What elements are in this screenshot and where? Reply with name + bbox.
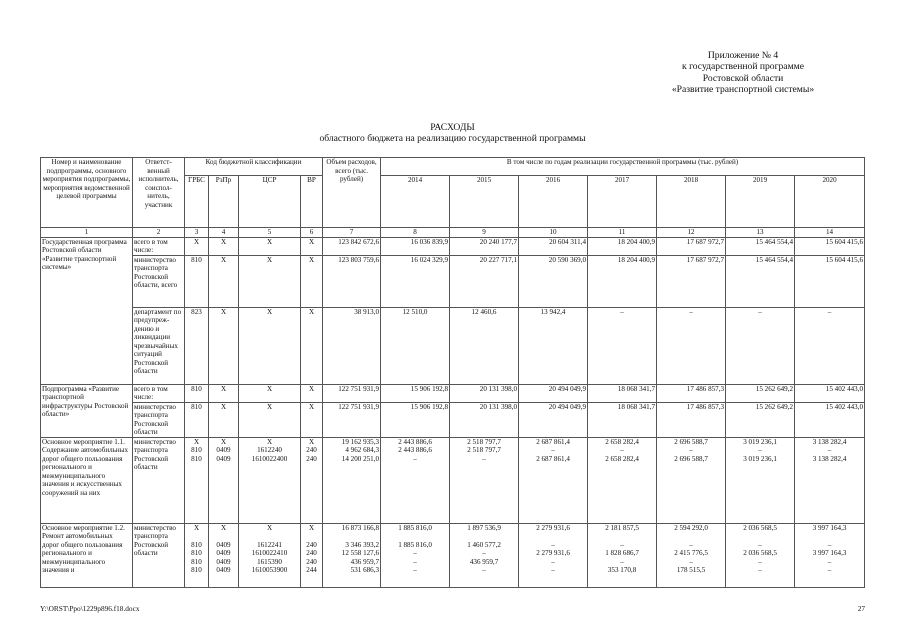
cell-year: 12 460,6 — [450, 307, 519, 384]
cell-rzpr: X — [209, 237, 239, 255]
cell-year: 1 460 577,2 — [467, 540, 501, 549]
cell-year: 20 131 398,0 — [450, 384, 519, 402]
header-year: 2017 — [588, 176, 657, 228]
appendix-line: «Развитие транспортной системы» — [671, 84, 815, 96]
row-executor: всего в том числе: — [133, 237, 185, 255]
cell-year: 20 227 717,1 — [450, 255, 519, 307]
table-row — [41, 307, 865, 384]
cell-year: 3 138 282,4 — [812, 454, 847, 463]
cell-year: 3 019 236,1 — [743, 454, 777, 463]
document-title — [0, 122, 905, 145]
cell-year — [589, 532, 655, 541]
cell-total: 123 803 759,6 — [323, 255, 381, 307]
cell-year: – — [551, 540, 555, 549]
cell-total: 122 751 931,9 — [323, 384, 381, 402]
cell-vr-stack — [301, 437, 323, 523]
column-number: 10 — [519, 228, 588, 238]
cell-vr: X — [301, 255, 323, 307]
cell-rzpr: X — [220, 523, 227, 532]
cell-year: 2 279 931,6 — [536, 549, 570, 557]
cell-csr: 1612240 — [257, 446, 282, 454]
cell-year: – — [827, 557, 832, 566]
cell-vr: 244 — [306, 566, 317, 574]
cell-year-stack — [450, 523, 519, 587]
cell-vr: X — [308, 437, 315, 446]
cell-grbs: 810 — [191, 557, 202, 566]
cell-year: 178 515,5 — [676, 566, 706, 574]
cell-year: 17 486 857,3 — [657, 384, 726, 402]
cell-csr: 1610022410 — [251, 549, 288, 557]
cell-year: 2 443 886,6 — [398, 446, 432, 454]
cell-grbs: 810 — [191, 454, 202, 463]
cell-year: 15 262 649,2 — [726, 402, 795, 437]
cell-year: 2 036 568,5 — [743, 523, 777, 532]
cell-year-stack — [657, 437, 726, 523]
header-vr: ВР — [301, 176, 323, 228]
cell-year: – — [482, 566, 486, 574]
column-numbers-row — [41, 228, 865, 238]
cell-year: 15 906 192,8 — [381, 402, 450, 437]
cell-year: 16 024 329,9 — [381, 255, 450, 307]
cell-year: – — [620, 557, 624, 566]
cell-grbs: X — [193, 437, 200, 446]
cell-year: – — [689, 446, 693, 454]
header-grbs: ГРБС — [185, 176, 209, 228]
row-executor: министерство транспорта Ростовской области — [133, 402, 185, 437]
cell-rzpr-stack — [209, 437, 239, 523]
cell-csr: 1610022400 — [251, 454, 288, 463]
cell-rzpr: X — [209, 307, 239, 384]
cell-csr: X — [239, 255, 301, 307]
cell-rzpr: 0409 — [216, 446, 231, 454]
cell-year: 15 262 649,2 — [726, 384, 795, 402]
title-subtitle: областного бюджета на реализацию государственной программы — [319, 133, 586, 145]
cell-year: 13 942,4 — [519, 307, 588, 384]
cell-year: – — [413, 557, 417, 566]
cell-year-stack — [726, 437, 795, 523]
cell-year: 15 604 415,6 — [795, 237, 865, 255]
cell-grbs: 810 — [191, 566, 202, 574]
cell-year: – — [758, 557, 762, 566]
header-year: 2014 — [381, 176, 450, 228]
cell-grbs-stack — [185, 523, 209, 587]
cell-year: 15 906 192,8 — [381, 384, 450, 402]
cell-year: 20 604 311,4 — [519, 237, 588, 255]
cell-year-stack — [381, 437, 450, 523]
cell-vr: 240 — [306, 454, 317, 463]
cell-year: 3 138 282,4 — [812, 437, 847, 446]
cell-vr — [302, 532, 321, 541]
cell-grbs — [186, 532, 207, 541]
table-row — [41, 237, 865, 255]
cell-total: 3 346 393,2 — [345, 540, 380, 549]
cell-vr: X — [301, 402, 323, 437]
cell-year-stack — [519, 523, 588, 587]
header-year: 2020 — [795, 176, 865, 228]
cell-year: 15 402 443,0 — [795, 402, 865, 437]
cell-year: – — [758, 446, 762, 454]
appendix-line: к государственной программе — [682, 61, 804, 73]
cell-year: 18 068 341,7 — [588, 384, 657, 402]
cell-rzpr-stack — [209, 523, 239, 587]
cell-grbs: 810 — [191, 540, 202, 549]
cell-total: 12 558 127,6 — [341, 549, 380, 557]
cell-year: 2 687 861,4 — [536, 437, 570, 446]
cell-year: 12 510,0 — [381, 307, 450, 384]
cell-csr: X — [239, 307, 301, 384]
cell-year: – — [758, 566, 762, 574]
cell-year: 20 494 049,9 — [519, 402, 588, 437]
cell-year: – — [413, 566, 417, 574]
table-row — [41, 402, 865, 437]
cell-total: 4 962 684,3 — [345, 446, 380, 454]
cell-year: 20 590 369,0 — [519, 255, 588, 307]
cell-grbs: 823 — [185, 307, 209, 384]
cell-year: – — [827, 540, 832, 549]
footer-file-path: Y:\ORST\Ppo\1229p896.f18.docx — [40, 604, 140, 613]
budget-table — [40, 157, 865, 588]
cell-year — [658, 532, 724, 541]
cell-vr: X — [301, 237, 323, 255]
title-main: РАСХОДЫ — [430, 122, 475, 133]
cell-vr: X — [301, 307, 323, 384]
column-number: 7 — [323, 228, 381, 238]
cell-year: – — [551, 566, 555, 574]
cell-year: 1 885 816,0 — [398, 523, 432, 532]
cell-year: 2 696 588,7 — [674, 437, 708, 446]
cell-grbs: 810 — [185, 402, 209, 437]
header-csr: ЦСР — [239, 176, 301, 228]
cell-year: 2 443 886,6 — [398, 437, 432, 446]
cell-grbs: X — [193, 523, 200, 532]
cell-year: – — [413, 454, 417, 463]
cell-year: 20 240 177,7 — [450, 237, 519, 255]
cell-vr: 240 — [306, 540, 317, 549]
cell-year: 1 897 536,9 — [467, 523, 501, 532]
cell-year: 18 204 400,9 — [588, 255, 657, 307]
cell-year: 18 068 341,7 — [588, 402, 657, 437]
cell-csr-stack — [239, 523, 301, 587]
cell-rzpr: 0409 — [216, 557, 231, 566]
cell-rzpr: 0409 — [216, 549, 231, 557]
column-number: 3 — [185, 228, 209, 238]
cell-year: 2 036 568,5 — [743, 549, 777, 557]
header-name: Номер и наименование подпрограммы, основного мероприятия подпрограммы, мероприятия ведомственной целевой программы — [41, 158, 133, 228]
cell-grbs: 810 — [191, 446, 202, 454]
cell-year: 15 464 554,4 — [726, 237, 795, 255]
header-code-group: Код бюджетной классификации — [185, 158, 323, 176]
cell-year: – — [482, 454, 486, 463]
header-volume: Объем расходов, всего (тыс. рублей) — [323, 158, 381, 228]
cell-year: 1 828 686,7 — [605, 549, 639, 557]
cell-total-stack — [323, 437, 381, 523]
cell-year: – — [795, 307, 865, 384]
cell-year: – — [620, 540, 624, 549]
row-executor: министерство транспорта Ростовской области — [133, 523, 185, 587]
appendix-block — [623, 50, 863, 96]
cell-year: 15 402 443,0 — [795, 384, 865, 402]
column-number: 4 — [209, 228, 239, 238]
column-number: 6 — [301, 228, 323, 238]
cell-year: 17 486 857,3 — [657, 402, 726, 437]
cell-vr: X — [308, 523, 315, 532]
cell-year: 17 687 972,7 — [657, 255, 726, 307]
cell-csr-stack — [239, 437, 301, 523]
cell-year-stack — [450, 437, 519, 523]
cell-rzpr: X — [220, 437, 227, 446]
cell-year: – — [551, 557, 555, 566]
cell-year: 15 464 554,4 — [726, 255, 795, 307]
cell-year: – — [689, 557, 693, 566]
cell-year: 2 696 588,7 — [674, 454, 708, 463]
cell-vr: 240 — [306, 549, 317, 557]
cell-rzpr: 0409 — [216, 540, 231, 549]
cell-csr — [240, 532, 299, 541]
cell-year: 2 687 861,4 — [536, 454, 570, 463]
column-number: 8 — [381, 228, 450, 238]
cell-year — [727, 532, 793, 541]
cell-year: 2 518 797,7 — [467, 437, 501, 446]
cell-year: 17 687 972,7 — [657, 237, 726, 255]
cell-year: – — [588, 307, 657, 384]
cell-csr: 1615390 — [257, 557, 282, 566]
cell-rzpr: X — [209, 384, 239, 402]
cell-total: 123 842 672,6 — [323, 237, 381, 255]
cell-total-stack — [323, 523, 381, 587]
row-name: Основное мероприятие 1.1. Содержание автомобильных дорог общего пользования регионального и межмуниципального значения и искусственных сооружений на них — [41, 437, 133, 523]
header-year: 2016 — [519, 176, 588, 228]
row-name: Подпрограмма «Развитие транспортной инфраструктуры Ростовской области» — [41, 384, 133, 437]
appendix-line: Приложение № 4 — [707, 50, 779, 61]
header-year: 2015 — [450, 176, 519, 228]
cell-grbs: 810 — [185, 384, 209, 402]
cell-year: 3 997 164,3 — [812, 523, 847, 532]
cell-year: 20 131 398,0 — [450, 402, 519, 437]
cell-year: – — [482, 549, 486, 557]
row-executor: департамент по предупреж-дению и ликвидации чрезвычайных ситуаций Ростовской области — [133, 307, 185, 384]
cell-year: 2 181 857,5 — [605, 523, 639, 532]
header-year: 2018 — [657, 176, 726, 228]
cell-year: – — [758, 540, 762, 549]
cell-year: 2 658 282,4 — [605, 437, 639, 446]
cell-total: 436 959,7 — [350, 557, 380, 566]
cell-total: 16 873 166,8 — [341, 523, 380, 532]
cell-year: – — [726, 307, 795, 384]
cell-csr: X — [239, 402, 301, 437]
cell-rzpr — [210, 532, 237, 541]
cell-year: 2 594 292,0 — [674, 523, 708, 532]
cell-year: – — [827, 446, 832, 454]
column-number: 14 — [795, 228, 865, 238]
cell-year: 2 415 776,5 — [674, 549, 708, 557]
footer-page-number: 27 — [857, 604, 865, 613]
cell-total: 38 913,0 — [323, 307, 381, 384]
cell-year: – — [689, 540, 693, 549]
row-name: Основное мероприятие 1.2. Ремонт автомобильных дорог общего пользования регионального и межмуниципального значения и — [41, 523, 133, 587]
cell-grbs: X — [185, 237, 209, 255]
header-year: 2019 — [726, 176, 795, 228]
cell-grbs: 810 — [185, 255, 209, 307]
cell-year-stack — [588, 437, 657, 523]
cell-year: 20 494 049,9 — [519, 384, 588, 402]
cell-total — [324, 532, 379, 541]
cell-year-stack — [726, 523, 795, 587]
cell-rzpr: X — [209, 255, 239, 307]
header-rzpr: РзПр — [209, 176, 239, 228]
cell-vr: X — [301, 384, 323, 402]
appendix-line: Ростовской области — [702, 72, 784, 84]
column-number: 13 — [726, 228, 795, 238]
row-executor: министерство транспорта Ростовской области, всего — [133, 255, 185, 307]
cell-rzpr: 0409 — [216, 454, 231, 463]
cell-total: 531 686,3 — [350, 566, 380, 574]
cell-grbs: 810 — [191, 549, 202, 557]
column-number: 1 — [41, 228, 133, 238]
cell-year: 2 279 931,6 — [536, 523, 570, 532]
cell-year: – — [827, 566, 832, 574]
cell-year: 3 019 236,1 — [743, 437, 777, 446]
row-executor: министерство транспорта Ростовской области — [133, 437, 185, 523]
cell-csr: X — [239, 237, 301, 255]
cell-year — [451, 532, 517, 541]
cell-csr: X — [239, 384, 301, 402]
cell-year-stack — [795, 523, 865, 587]
cell-csr: 1610053900 — [251, 566, 288, 574]
header-years-group: В том числе по годам реализации государственной программы (тыс. рублей) — [381, 158, 865, 176]
cell-total: 19 162 935,3 — [341, 437, 380, 446]
row-executor: всего в том числе: — [133, 384, 185, 402]
cell-year: – — [413, 549, 417, 557]
cell-csr: X — [266, 437, 273, 446]
cell-csr: X — [266, 523, 273, 532]
cell-year-stack — [381, 523, 450, 587]
header-executor: Ответст-венный исполнитель, соиспол-нитель, участник — [133, 158, 185, 228]
cell-total: 14 200 251,0 — [341, 454, 380, 463]
cell-year: 353 170,8 — [607, 566, 637, 574]
cell-year: 15 604 415,6 — [795, 255, 865, 307]
cell-year-stack — [795, 437, 865, 523]
cell-vr: 240 — [306, 446, 317, 454]
cell-year: 436 959,7 — [469, 557, 499, 566]
cell-year: 3 997 164,3 — [812, 549, 847, 557]
cell-year-stack — [519, 437, 588, 523]
cell-vr-stack — [301, 523, 323, 587]
cell-total: 122 751 931,9 — [323, 402, 381, 437]
cell-year — [382, 532, 448, 541]
cell-year: – — [620, 446, 624, 454]
cell-vr: 240 — [306, 557, 317, 566]
column-number: 9 — [450, 228, 519, 238]
column-number: 11 — [588, 228, 657, 238]
cell-year: 1 885 816,0 — [398, 540, 432, 549]
column-number: 2 — [133, 228, 185, 238]
cell-year — [796, 532, 863, 541]
cell-year: 2 658 282,4 — [605, 454, 639, 463]
cell-rzpr: 0409 — [216, 566, 231, 574]
cell-csr: 1612241 — [257, 540, 282, 549]
column-number: 12 — [657, 228, 726, 238]
cell-year: – — [657, 307, 726, 384]
cell-year: 18 204 400,9 — [588, 237, 657, 255]
cell-year: 16 036 839,9 — [381, 237, 450, 255]
cell-grbs-stack — [185, 437, 209, 523]
table-row — [41, 255, 865, 307]
column-number: 5 — [239, 228, 301, 238]
cell-year: 2 518 797,7 — [467, 446, 501, 454]
cell-year-stack — [588, 523, 657, 587]
table-row — [41, 523, 865, 587]
cell-rzpr: X — [209, 402, 239, 437]
cell-year: – — [551, 446, 555, 454]
cell-year — [520, 532, 586, 541]
table-row — [41, 437, 865, 523]
table-row — [41, 384, 865, 402]
cell-year-stack — [657, 523, 726, 587]
row-name: Государственная программа Ростовской области «Развитие транспортной системы» — [41, 237, 133, 384]
